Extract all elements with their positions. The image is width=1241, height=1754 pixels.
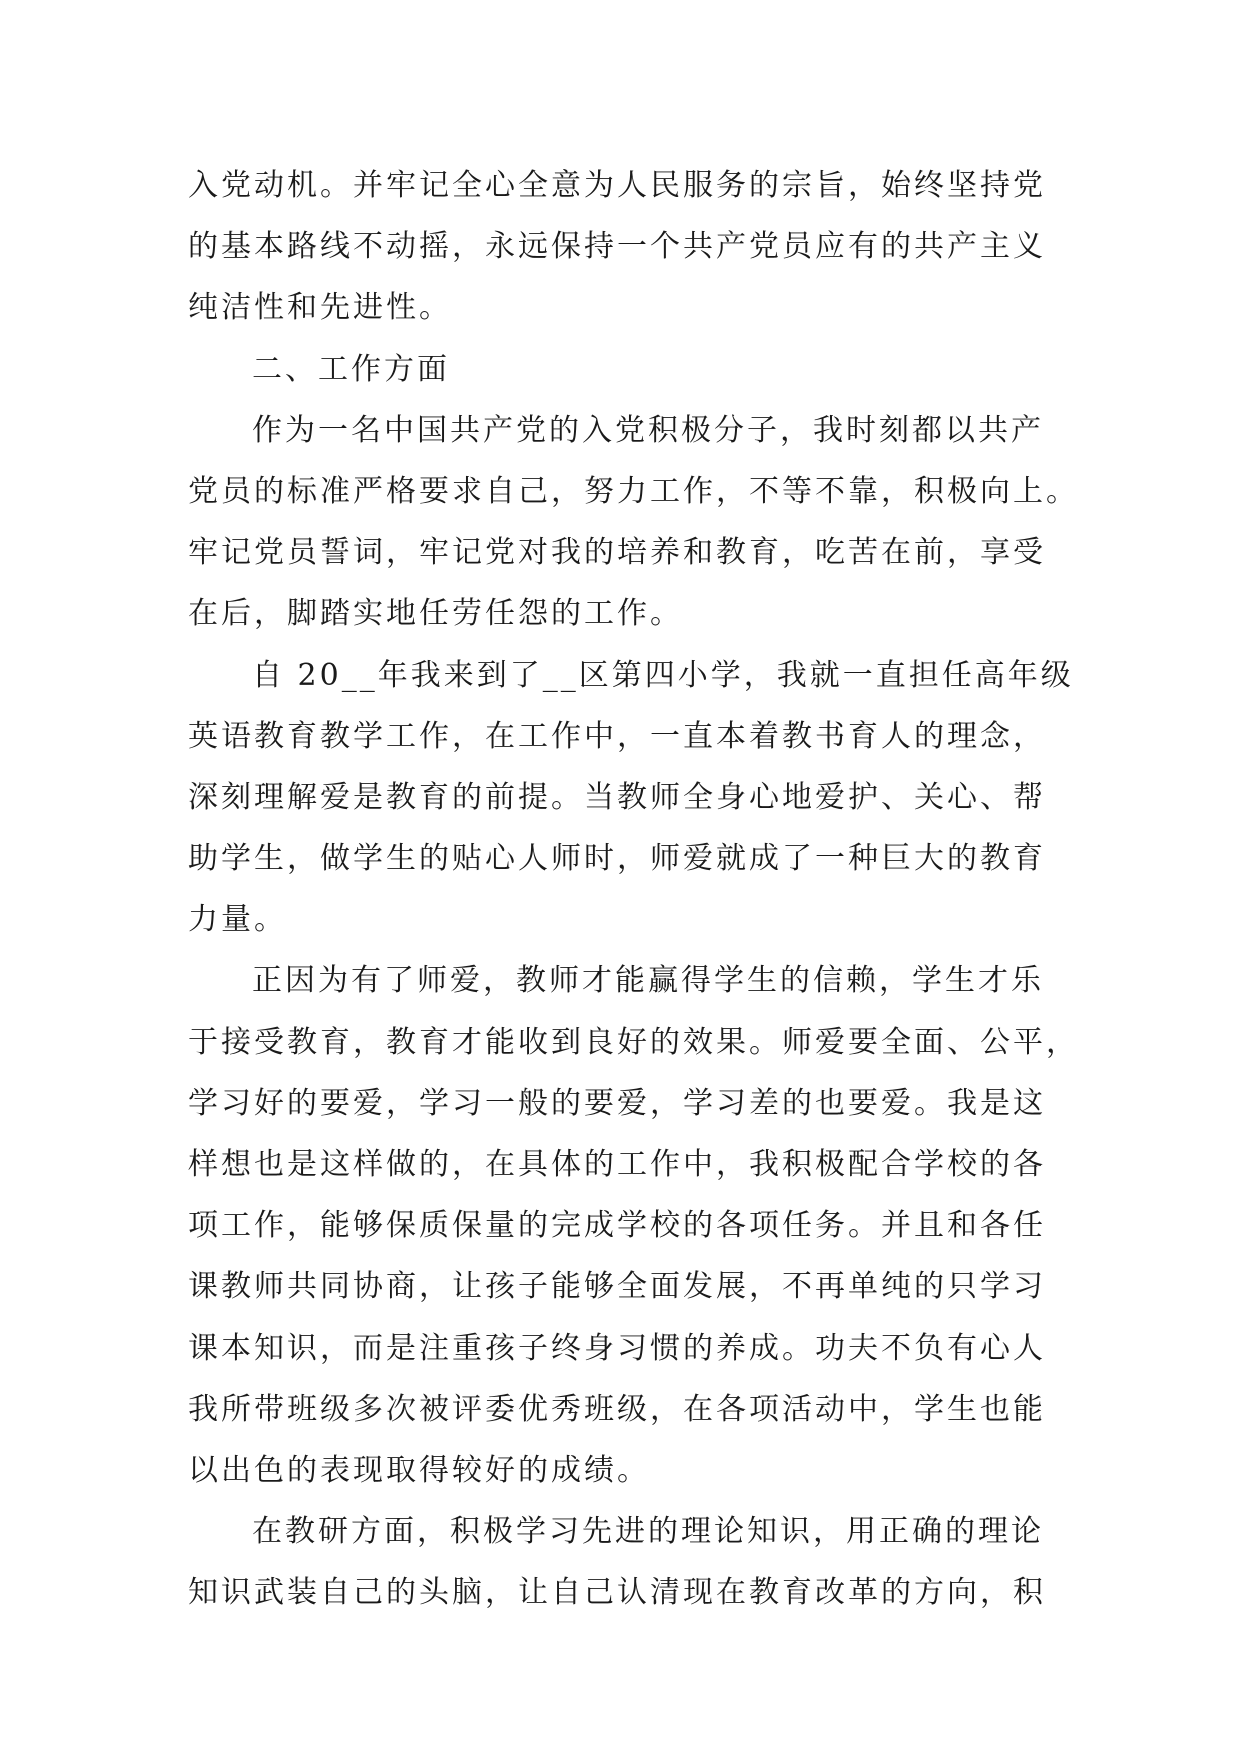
text-line: 知识武装自己的头脑，让自己认清现在教育改革的方向，积 — [188, 1575, 1046, 1611]
text-line: 的基本路线不动摇，永远保持一个共产党员应有的共产主义 — [188, 229, 1046, 265]
text-line: 自 20__年我来到了__区第四小学，我就一直担任高年级 — [252, 657, 1074, 693]
text-line: 在教研方面，积极学习先进的理论知识，用正确的理论 — [252, 1514, 1044, 1550]
text-line: 英语教育教学工作，在工作中，一直本着教书育人的理念， — [188, 718, 1046, 754]
text-line: 正因为有了师爱，教师才能赢得学生的信赖，学生才乐 — [252, 963, 1044, 999]
section-heading: 二、工作方面 — [252, 351, 450, 387]
text-line: 我所带班级多次被评委优秀班级，在各项活动中，学生也能 — [188, 1391, 1046, 1427]
text-line: 深刻理解爱是教育的前提。当教师全身心地爱护、关心、帮 — [188, 779, 1046, 815]
text-line: 牢记党员誓词，牢记党对我的培养和教育，吃苦在前，享受 — [188, 535, 1046, 571]
text-line: 项工作，能够保质保量的完成学校的各项任务。并且和各任 — [188, 1208, 1046, 1244]
text-line: 助学生，做学生的贴心人师时，师爱就成了一种巨大的教育 — [188, 841, 1046, 877]
text-line: 力量。 — [188, 902, 287, 938]
text-line: 党员的标准严格要求自己，努力工作，不等不靠，积极向上。 — [188, 473, 1079, 509]
text-line: 课教师共同协商，让孩子能够全面发展，不再单纯的只学习 — [188, 1269, 1046, 1305]
text-line: 入党动机。并牢记全心全意为人民服务的宗旨，始终坚持党 — [188, 168, 1046, 203]
text-line: 以出色的表现取得较好的成绩。 — [188, 1452, 650, 1488]
text-line: 于接受教育，教育才能收到良好的效果。师爱要全面、公平， — [188, 1024, 1079, 1060]
text-line: 纯洁性和先进性。 — [188, 290, 452, 326]
text-line: 作为一名中国共产党的入党积极分子，我时刻都以共产 — [252, 412, 1044, 448]
text-line: 学习好的要爱，学习一般的要爱，学习差的也要爱。我是这 — [188, 1085, 1046, 1121]
document-body — [188, 155, 1079, 1624]
text-line: 课本知识，而是注重孩子终身习惯的养成。功夫不负有心人 — [188, 1330, 1046, 1366]
text-line: 在后，脚踏实地任劳任怨的工作。 — [188, 596, 683, 632]
text-line: 样想也是这样做的，在具体的工作中，我积极配合学校的各 — [188, 1147, 1046, 1182]
